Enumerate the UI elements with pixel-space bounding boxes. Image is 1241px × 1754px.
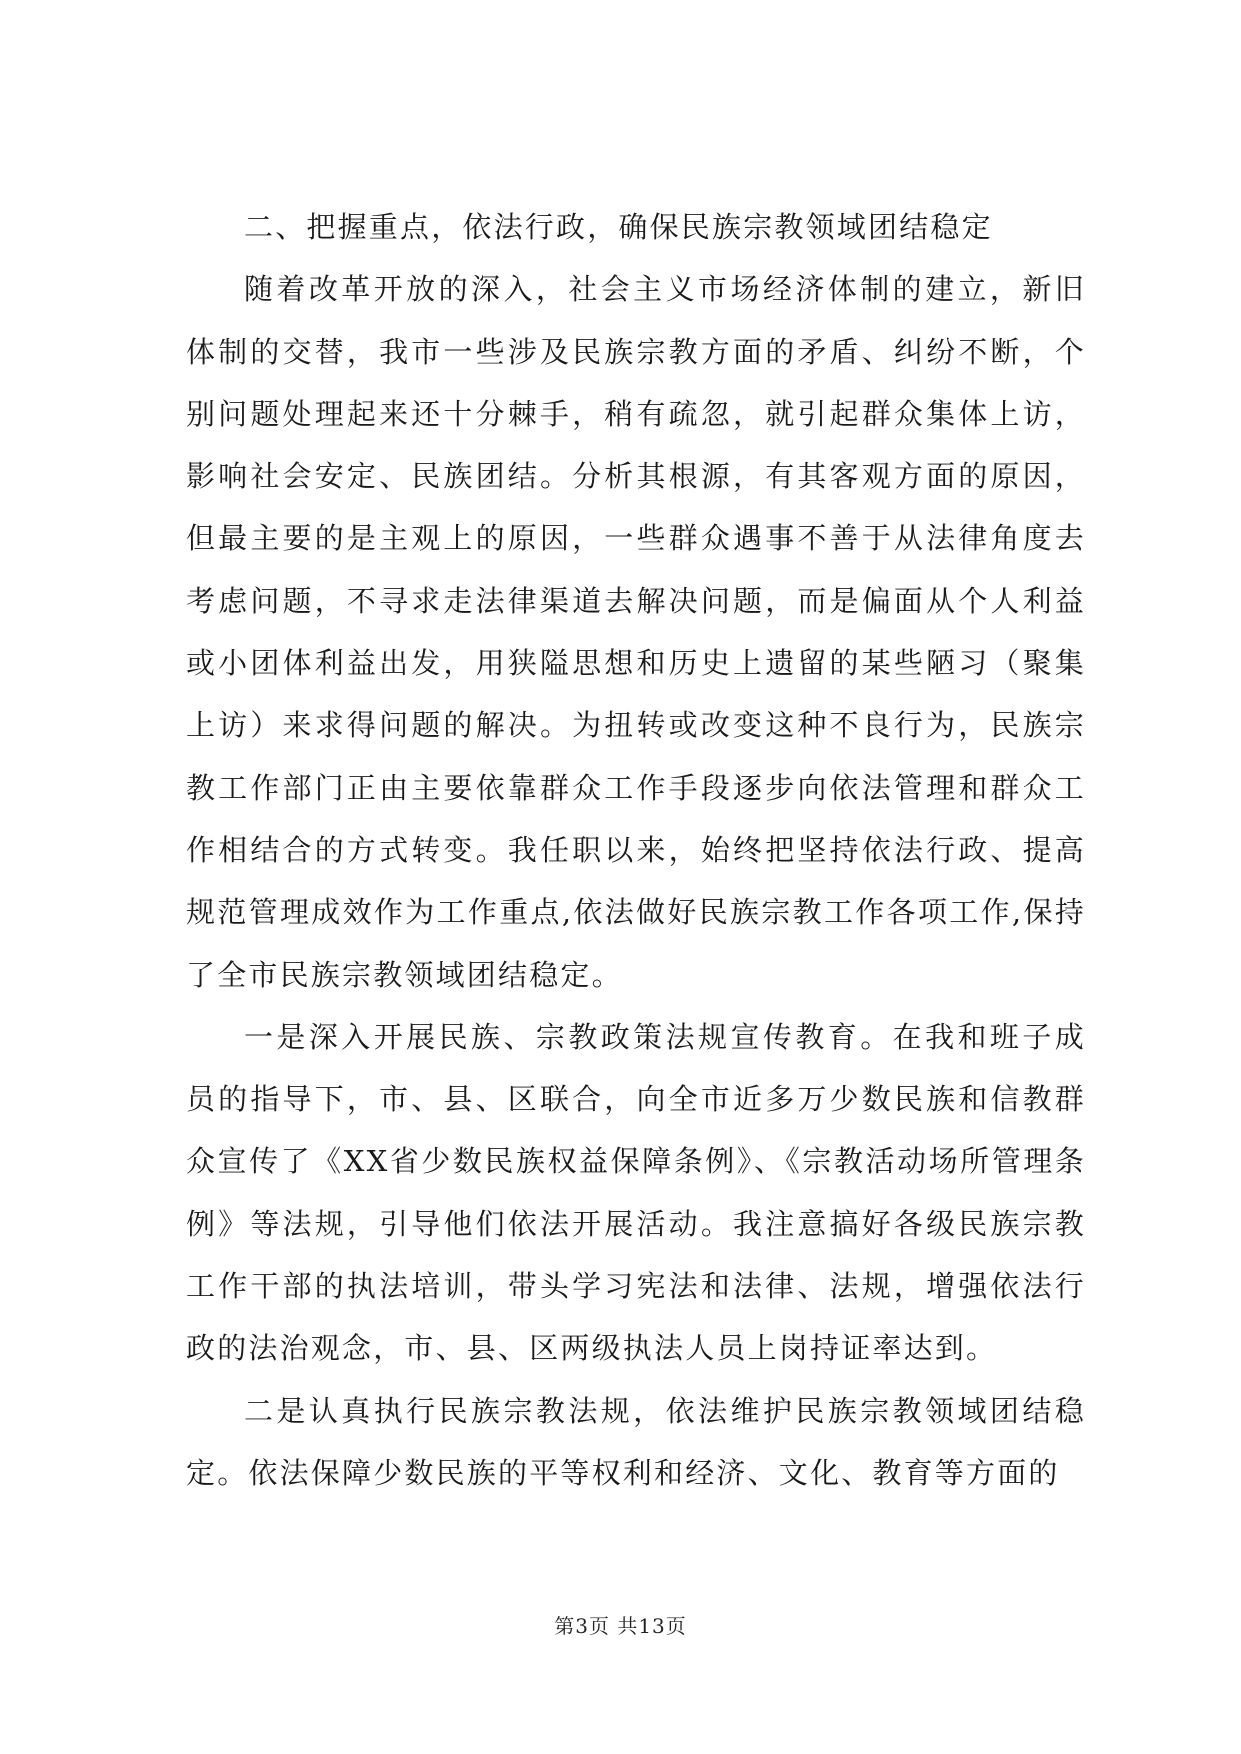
section-heading: 二、把握重点，依法行政，确保民族宗教领域团结稳定 bbox=[244, 210, 993, 244]
paragraph-2: 一是深入开展民族、宗教政策法规宣传教育。在我和班子成员的指导下，市、县、区联合，向全市近多万少数民族和信教群众宣传了《XX省少数民族权益保障条例》、《宗教活动场所管理条例》等法规，引导他们依法开展活动。我注意搞好各级民族宗教工作干部的执法培训，带头学习宪法和法律、法规，增强依法行政的法治观念，市、县、区两级执法人员上岗持证率达到。 bbox=[186, 1019, 1086, 1366]
paragraph-3: 二是认真执行民族宗教法规，依法维护民族宗教领域团结稳定。依法保障少数民族的平等权利和经济、文化、教育等方面的 bbox=[186, 1393, 1086, 1490]
paragraph-1: 随着改革开放的深入，社会主义市场经济体制的建立，新旧体制的交替，我市一些涉及民族宗教方面的矛盾、纠纷不断，个别问题处理起来还十分棘手，稍有疏忽，就引起群众集体上访，影响社会安定、民族团结。分析其根源，有其客观方面的原因，但最主要的是主观上的原因，一些群众遇事不善于从法律角度去考虑问题，不寻求走法律渠道去解决问题，而是偏面从个人利益或小团体利益出发，用狭隘思想和历史上遗留的某些陋习（聚集上访）来求得问题的解决。为扭转或改变这种不良行为，民族宗教工作部门正由主要依靠群众工作手段逐步向依法管理和群众工作相结合的方式转变。我任职以来，始终把坚持依法行政、提高规范管理成效作为工作重点,依法做好民族宗教工作各项工作,保持了全市民族宗教领域团结稳定。 bbox=[186, 272, 1086, 992]
document-body bbox=[186, 196, 1086, 1504]
page-number-footer: 第3页 共13页 bbox=[554, 1614, 687, 1638]
